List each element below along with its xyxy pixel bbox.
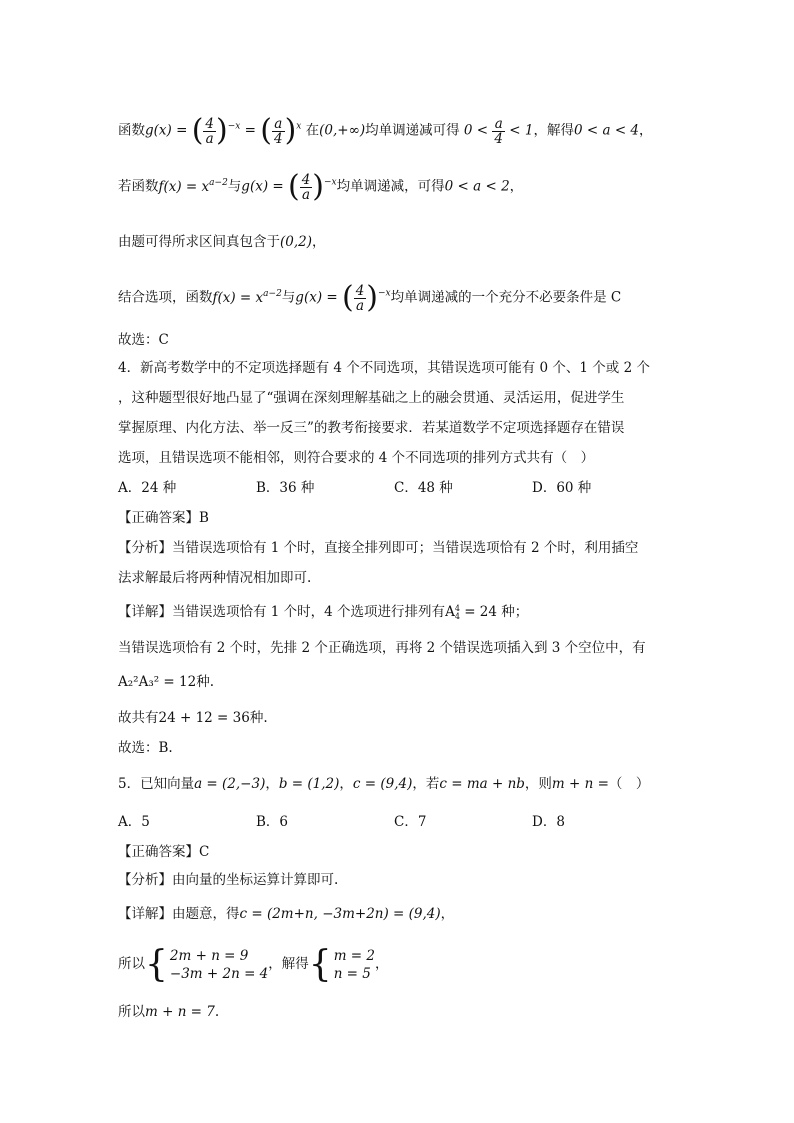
vector-a: a = (2,−3) [194,776,266,792]
text: 所以 [118,956,145,972]
option-d: D．8 [532,814,565,830]
equation: m = 2 [333,947,375,964]
text: 选项，且错误选项不能相邻，则符合要求的 4 个不同选项的排列方式共有（ ） [118,450,595,466]
inequality: < 1 [505,122,534,139]
text: 【正确答案】B [118,510,209,526]
text: ，若 [412,776,440,792]
vector-b: b = (1,2) [278,776,340,792]
inequality: 0 < [459,122,493,139]
sum: m + n = 7 [145,1004,215,1020]
text: 故选：C [118,332,169,348]
equation: 2m + n = 9 [169,947,249,964]
question-4-detail-1 [118,602,678,622]
text: 法求解最后将两种情况相加即可. [118,570,312,586]
question-4-detail-3 [118,672,678,692]
text: 若函数 [118,178,159,195]
exponent: −x [324,177,337,188]
question-5-detail-3 [118,1002,678,1022]
fraction-4-over-a: $\frac{4}{a}$ [355,282,365,314]
interval: (0,+∞) [319,122,366,139]
paren: ) [284,113,297,148]
text: ， [339,776,353,792]
text: 在 [305,122,320,139]
paren: ) [366,280,379,315]
paren: ) [312,169,325,204]
option-c: C．7 [394,814,427,830]
brace: { [145,943,168,985]
solution-line-3 [118,232,678,252]
text: 所以 [118,1004,145,1020]
question-4-detail-4 [118,708,678,728]
text: ， [440,906,455,922]
option-c: C．48 种 [394,480,453,496]
interval: (0,2) [280,234,313,250]
text: ， [312,234,326,250]
question-4-line-3 [118,418,678,438]
text: ，解得 [268,956,309,972]
question-5-detail-1 [118,904,678,924]
option-b: B．6 [256,814,289,830]
text: 均单调递减的一个充分不必要条件是 C [390,289,622,306]
function-g: g(x) = [295,289,342,306]
text: 【详解】当错误选项恰有 1 个时，4 个选项进行排列有 [118,604,446,620]
exponent: −x [227,121,241,132]
paren: ( [287,169,300,204]
text: 与 [281,289,296,306]
text: ， [639,122,653,139]
exponent: x [296,121,302,132]
text: 掌握原理、内化方法、举一反三”的教考衔接要求．若某道数学不定项选择题存在错误 [118,420,625,436]
permutation: A 4 4 [445,603,460,621]
paren: ) [216,113,228,148]
option-a: A．5 [118,814,150,830]
fraction-4-over-a: $\frac{4}{a}$ [205,115,214,147]
question-5-line-1 [118,774,678,794]
text: 均单调递减可得 [365,122,460,139]
option-b: B．36 种 [256,480,315,496]
paren: ( [191,113,204,148]
text: 【详解】由题意，得 [118,906,240,922]
option-a: A．24 种 [118,480,177,496]
paren: ( [341,280,354,315]
text: 当错误选项恰有 2 个时，先排 2 个正确选项，再将 2 个错误选项插入到 3 个空位中，有 [118,640,646,656]
question-expression: m + n = [551,776,609,792]
question-5-detail-2 [118,944,678,984]
text: . [214,1004,220,1020]
sub: 4 [454,611,460,621]
text: 种. [196,674,215,690]
fraction-a-over-4: $\frac{a}{4}$ [494,115,504,147]
question-4-line-4 [118,448,678,468]
text: （ ） [608,776,650,792]
fraction-a-over-4: $\frac{a}{4}$ [273,115,283,147]
equation: n = 5 [333,965,371,982]
text: 由题可得所求区间真包含于 [118,234,280,250]
answer-line [118,330,678,350]
text: 【正确答案】C [118,844,210,860]
text: ， [265,776,279,792]
text: 结合选项，函数 [118,289,213,306]
function-f: $f(x) = x^{a-2}$ [212,288,282,306]
text: 4．新高考数学中的不定项选择题有 4 个不同选项，其错误选项可能有 0 个、1 个或 2 个 [118,360,650,376]
question-4-line-2 [118,388,678,408]
equals: = [240,122,261,139]
text: ，则 [524,776,552,792]
text: 【分析】由向量的坐标运算计算即可. [118,872,339,888]
solution-system [334,947,375,983]
vector-c: c = (9,4) [352,776,413,792]
function-g: g(x) = [241,178,288,195]
fraction-4-over-a: $\frac{4}{a}$ [301,171,311,203]
text: ， [509,178,524,195]
exponent: −x [378,288,391,299]
text: 故共有 [118,710,159,726]
text: = 24 种； [459,604,529,620]
question-4-line-1 [118,358,678,378]
text: 【分析】当错误选项恰有 1 个时，直接全排列即可；当错误选项恰有 2 个时，利用插空 [118,540,639,556]
equation: −3m + 2n = 4 [169,965,269,982]
equation-system [170,947,268,983]
brace: { [308,943,332,985]
option-d: D．60 种 [532,480,592,496]
question-4-analysis-2 [118,568,678,588]
text: ， [374,956,389,972]
text: 均单调递减，可得 [336,178,445,195]
text: 故选：B. [118,740,173,756]
text: ，这种题型很好地凸显了“强调在深刻理解基础之上的融会贯通、灵活运用，促进学生 [118,390,625,406]
paren: ( [260,113,272,148]
sum: 24 + 12 = 36 [158,710,250,726]
solution-line-4 [118,280,678,315]
function-f: $f(x) = x^{a-2}$ [158,177,228,195]
inequality: 0 < a < 2 [444,178,510,195]
solution-line-2 [118,169,678,204]
sup: 4 [454,603,460,613]
solution-line-1 [118,113,678,148]
question-4-analysis-1 [118,538,678,558]
question-4-options [118,478,678,498]
text: 5．已知向量 [118,776,195,792]
question-5-options [118,812,678,832]
text: 与 [227,178,242,195]
question-4-detail-5 [118,738,678,758]
text: 种. [249,710,268,726]
text: ，解得 [533,122,574,139]
question-5-analysis [118,870,678,890]
vector-relation: c = ma + nb [439,776,525,792]
vector-equation: c = (2m+n, −3m+2n) = (9,4) [239,906,441,922]
function-g: g(x) = [145,122,192,139]
inequality: 0 < a < 4 [574,122,640,139]
text: 函数 [118,122,145,139]
question-4-answer [118,508,678,528]
permutation-product: A₂²A₃² = 12 [118,674,197,690]
question-5-answer [118,842,678,862]
question-4-detail-2 [118,638,678,658]
